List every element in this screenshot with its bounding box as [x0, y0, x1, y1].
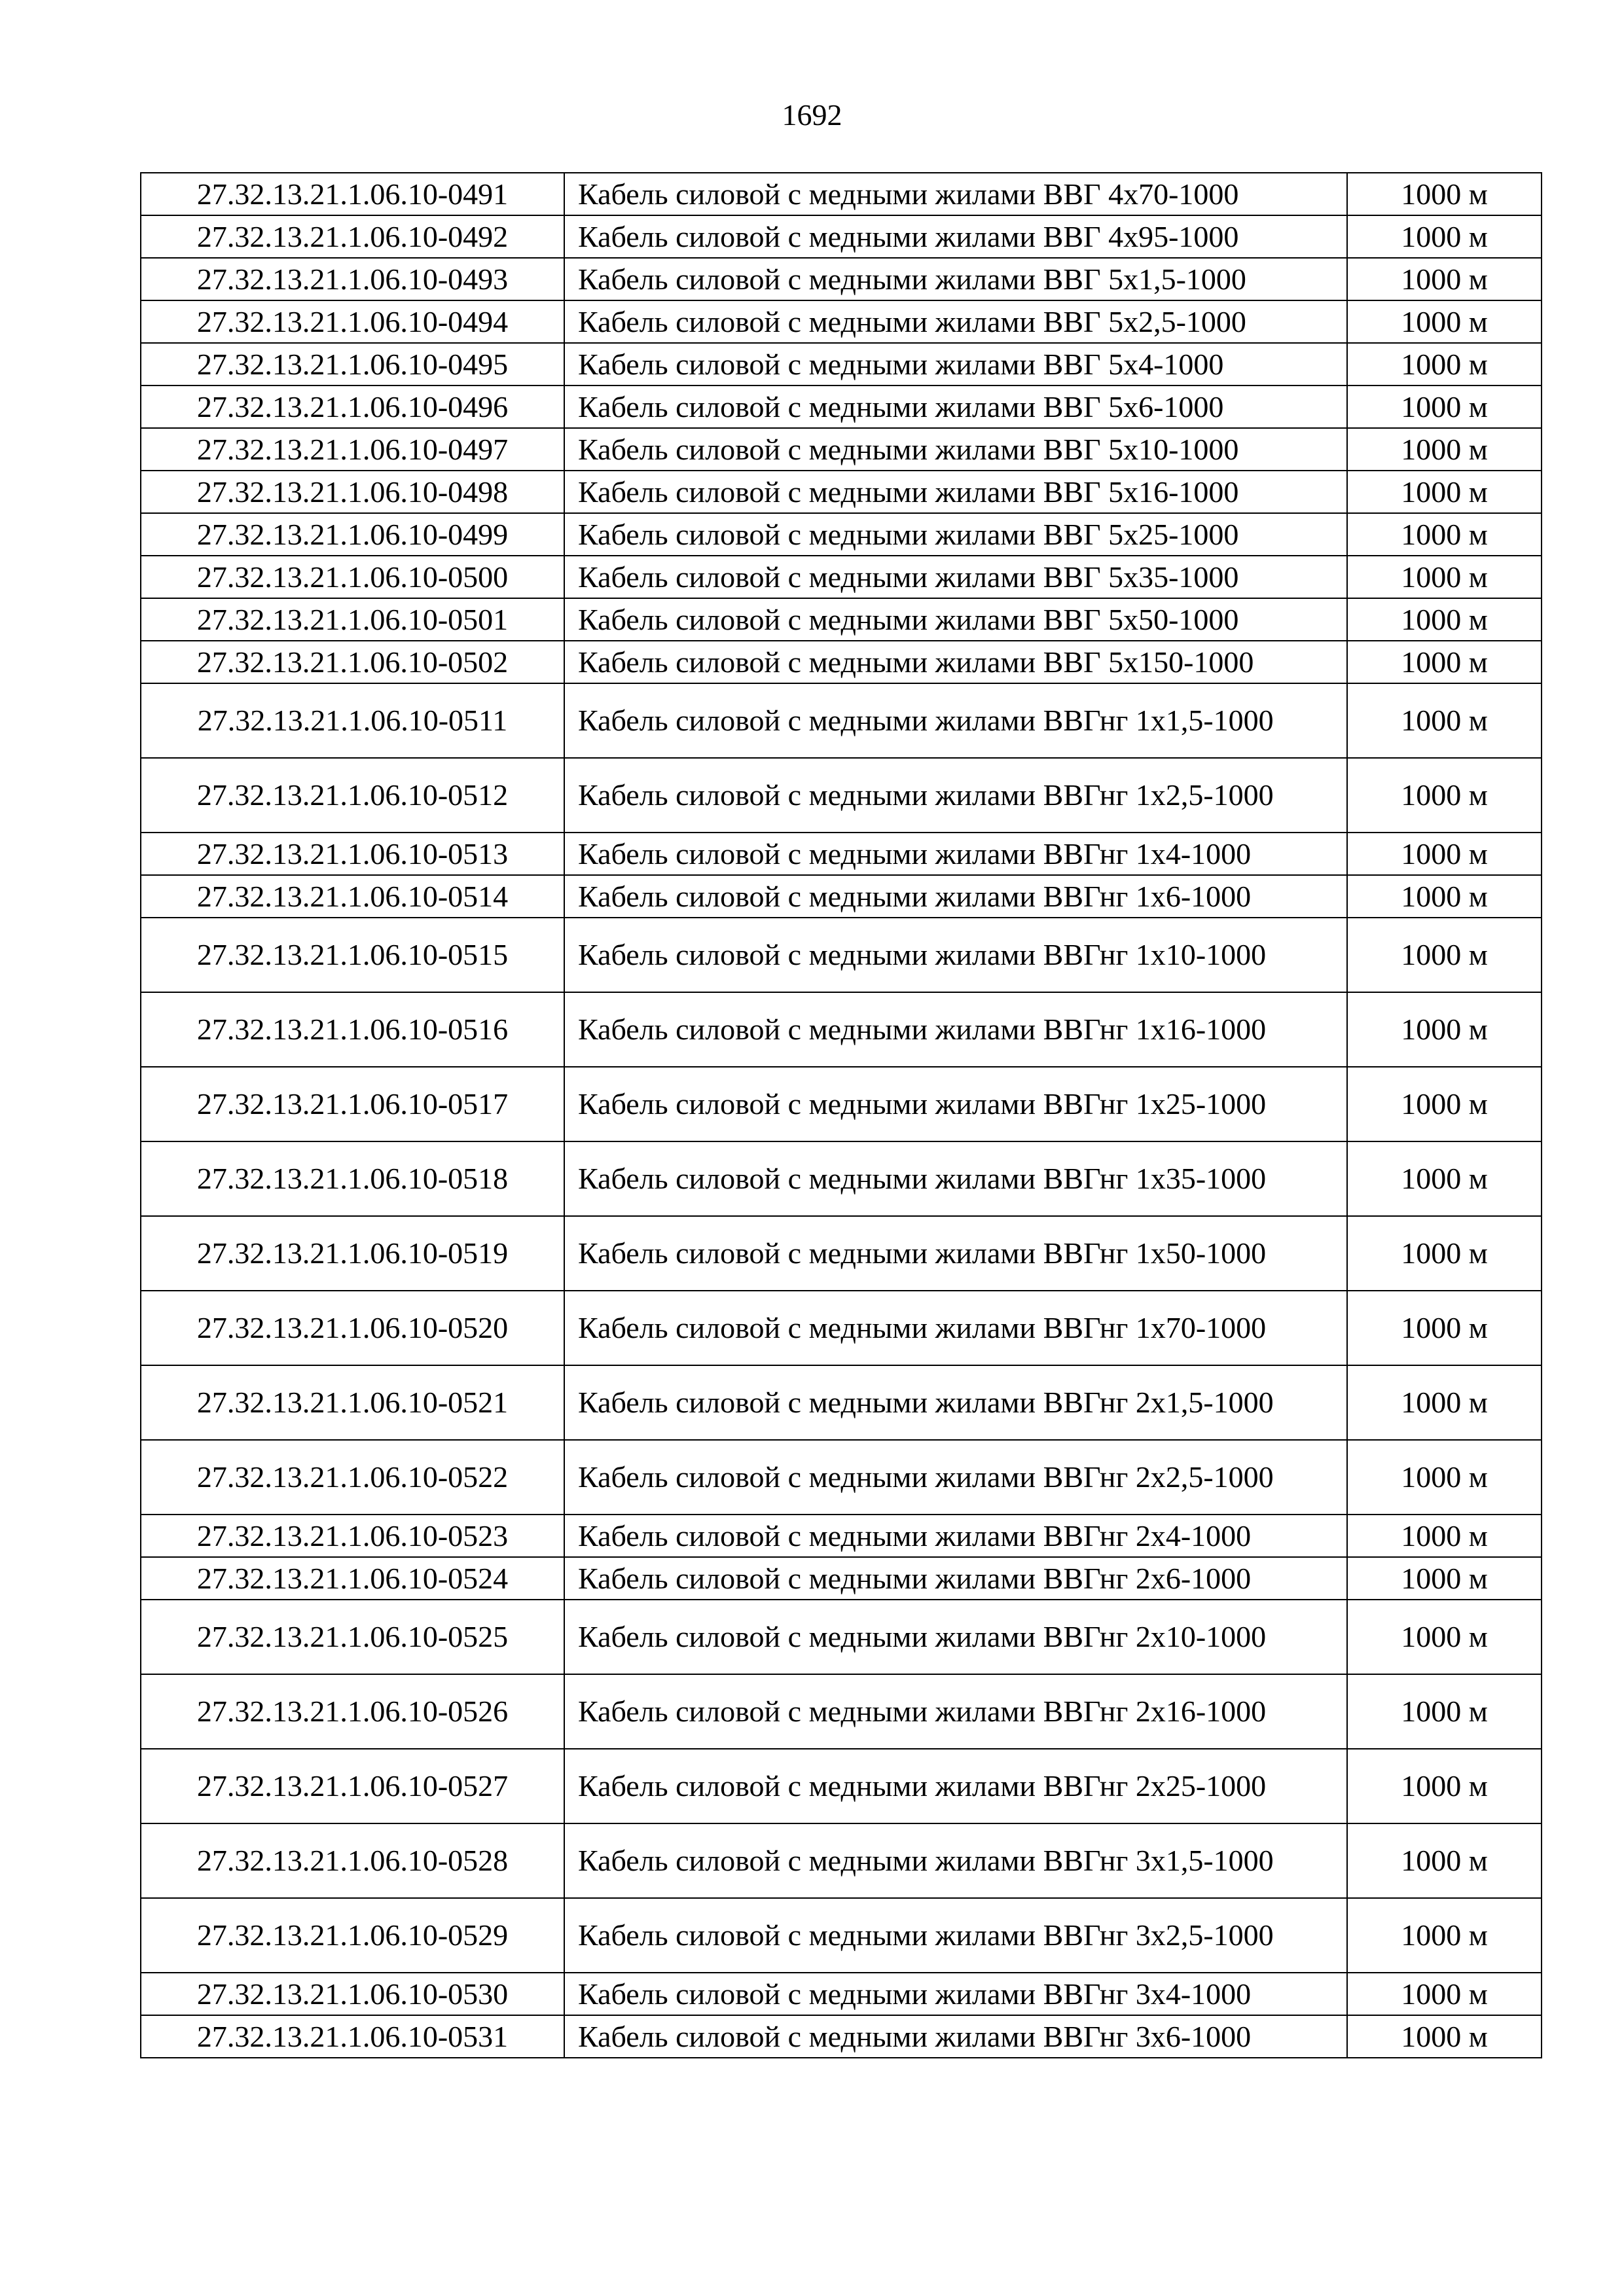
row-name: Кабель силовой с медными жилами ВВГнг 2х2,5-1000: [564, 1440, 1347, 1515]
table-row: [141, 1291, 1542, 1365]
table-row: [141, 471, 1542, 513]
table-row: [141, 1823, 1542, 1898]
row-code: 27.32.13.21.1.06.10-0497: [141, 428, 564, 471]
row-code: 27.32.13.21.1.06.10-0529: [141, 1898, 564, 1973]
table-row: [141, 683, 1542, 758]
row-code: 27.32.13.21.1.06.10-0495: [141, 343, 564, 386]
row-name: Кабель силовой с медными жилами ВВГ 4х70-1000: [564, 173, 1347, 215]
row-unit: 1000 м: [1347, 343, 1542, 386]
table-row: [141, 833, 1542, 875]
row-code: 27.32.13.21.1.06.10-0526: [141, 1674, 564, 1749]
row-code: 27.32.13.21.1.06.10-0513: [141, 833, 564, 875]
row-code: 27.32.13.21.1.06.10-0512: [141, 758, 564, 833]
row-unit: 1000 м: [1347, 758, 1542, 833]
table-row: [141, 300, 1542, 343]
row-name: Кабель силовой с медными жилами ВВГнг 3х4-1000: [564, 1973, 1347, 2015]
row-name: Кабель силовой с медными жилами ВВГ 5х2,5-1000: [564, 300, 1347, 343]
table-row: [141, 1557, 1542, 1600]
row-code: 27.32.13.21.1.06.10-0502: [141, 641, 564, 683]
table-row: [141, 1440, 1542, 1515]
row-code: 27.32.13.21.1.06.10-0528: [141, 1823, 564, 1898]
row-unit: 1000 м: [1347, 683, 1542, 758]
row-name: Кабель силовой с медными жилами ВВГ 5х16-1000: [564, 471, 1347, 513]
row-name: Кабель силовой с медными жилами ВВГнг 1х25-1000: [564, 1067, 1347, 1141]
row-code: 27.32.13.21.1.06.10-0492: [141, 215, 564, 258]
row-name: Кабель силовой с медными жилами ВВГ 5х35-1000: [564, 556, 1347, 598]
row-unit: 1000 м: [1347, 2015, 1542, 2058]
row-name: Кабель силовой с медными жилами ВВГнг 1х2,5-1000: [564, 758, 1347, 833]
row-code: 27.32.13.21.1.06.10-0500: [141, 556, 564, 598]
table-row: [141, 428, 1542, 471]
row-unit: 1000 м: [1347, 173, 1542, 215]
row-unit: 1000 м: [1347, 215, 1542, 258]
table-row: [141, 1141, 1542, 1216]
row-code: 27.32.13.21.1.06.10-0531: [141, 2015, 564, 2058]
row-unit: 1000 м: [1347, 1600, 1542, 1674]
resource-table: [140, 172, 1542, 2058]
row-name: Кабель силовой с медными жилами ВВГнг 1х70-1000: [564, 1291, 1347, 1365]
row-code: 27.32.13.21.1.06.10-0520: [141, 1291, 564, 1365]
row-name: Кабель силовой с медными жилами ВВГ 5х6-1000: [564, 386, 1347, 428]
row-unit: 1000 м: [1347, 833, 1542, 875]
row-name: Кабель силовой с медными жилами ВВГнг 3х6-1000: [564, 2015, 1347, 2058]
table-row: [141, 1600, 1542, 1674]
row-name: Кабель силовой с медными жилами ВВГ 4х95-1000: [564, 215, 1347, 258]
row-unit: 1000 м: [1347, 1973, 1542, 2015]
row-code: 27.32.13.21.1.06.10-0523: [141, 1515, 564, 1557]
row-name: Кабель силовой с медными жилами ВВГнг 2х10-1000: [564, 1600, 1347, 1674]
row-name: Кабель силовой с медными жилами ВВГнг 1х10-1000: [564, 918, 1347, 992]
row-unit: 1000 м: [1347, 1291, 1542, 1365]
table-row: [141, 641, 1542, 683]
row-code: 27.32.13.21.1.06.10-0514: [141, 875, 564, 918]
row-name: Кабель силовой с медными жилами ВВГнг 1х50-1000: [564, 1216, 1347, 1291]
row-unit: 1000 м: [1347, 258, 1542, 300]
table-row: [141, 1515, 1542, 1557]
row-name: Кабель силовой с медными жилами ВВГ 5х25-1000: [564, 513, 1347, 556]
row-unit: 1000 м: [1347, 641, 1542, 683]
row-name: Кабель силовой с медными жилами ВВГ 5х10-1000: [564, 428, 1347, 471]
table-row: [141, 1216, 1542, 1291]
table-row: [141, 1674, 1542, 1749]
table-row: [141, 1749, 1542, 1823]
row-code: 27.32.13.21.1.06.10-0511: [141, 683, 564, 758]
row-code: 27.32.13.21.1.06.10-0518: [141, 1141, 564, 1216]
row-code: 27.32.13.21.1.06.10-0491: [141, 173, 564, 215]
row-code: 27.32.13.21.1.06.10-0521: [141, 1365, 564, 1440]
table-row: [141, 918, 1542, 992]
table-row: [141, 2015, 1542, 2058]
row-code: 27.32.13.21.1.06.10-0501: [141, 598, 564, 641]
row-unit: 1000 м: [1347, 918, 1542, 992]
row-unit: 1000 м: [1347, 1365, 1542, 1440]
table-row: [141, 875, 1542, 918]
row-unit: 1000 м: [1347, 1515, 1542, 1557]
row-code: 27.32.13.21.1.06.10-0527: [141, 1749, 564, 1823]
row-unit: 1000 м: [1347, 1674, 1542, 1749]
row-name: Кабель силовой с медными жилами ВВГнг 2х16-1000: [564, 1674, 1347, 1749]
row-name: Кабель силовой с медными жилами ВВГ 5х1,5-1000: [564, 258, 1347, 300]
row-name: Кабель силовой с медными жилами ВВГнг 2х6-1000: [564, 1557, 1347, 1600]
table-row: [141, 1898, 1542, 1973]
row-name: Кабель силовой с медными жилами ВВГнг 1х1,5-1000: [564, 683, 1347, 758]
table-row: [141, 1067, 1542, 1141]
table-row: [141, 173, 1542, 215]
row-code: 27.32.13.21.1.06.10-0516: [141, 992, 564, 1067]
row-unit: 1000 м: [1347, 513, 1542, 556]
row-name: Кабель силовой с медными жилами ВВГнг 1х16-1000: [564, 992, 1347, 1067]
resource-table-body: [141, 173, 1542, 2058]
row-unit: 1000 м: [1347, 300, 1542, 343]
row-code: 27.32.13.21.1.06.10-0530: [141, 1973, 564, 2015]
table-row: [141, 758, 1542, 833]
row-unit: 1000 м: [1347, 1823, 1542, 1898]
row-unit: 1000 м: [1347, 1557, 1542, 1600]
row-name: Кабель силовой с медными жилами ВВГнг 3х2,5-1000: [564, 1898, 1347, 1973]
table-row: [141, 1973, 1542, 2015]
table-row: [141, 992, 1542, 1067]
row-code: 27.32.13.21.1.06.10-0499: [141, 513, 564, 556]
table-row: [141, 598, 1542, 641]
row-code: 27.32.13.21.1.06.10-0522: [141, 1440, 564, 1515]
row-name: Кабель силовой с медными жилами ВВГнг 1х4-1000: [564, 833, 1347, 875]
table-row: [141, 343, 1542, 386]
row-unit: 1000 м: [1347, 1067, 1542, 1141]
row-name: Кабель силовой с медными жилами ВВГ 5х50-1000: [564, 598, 1347, 641]
row-unit: 1000 м: [1347, 1216, 1542, 1291]
row-unit: 1000 м: [1347, 1749, 1542, 1823]
row-code: 27.32.13.21.1.06.10-0496: [141, 386, 564, 428]
table-row: [141, 386, 1542, 428]
row-unit: 1000 м: [1347, 992, 1542, 1067]
table-row: [141, 556, 1542, 598]
row-unit: 1000 м: [1347, 1141, 1542, 1216]
row-name: Кабель силовой с медными жилами ВВГнг 3х1,5-1000: [564, 1823, 1347, 1898]
row-name: Кабель силовой с медными жилами ВВГнг 1х35-1000: [564, 1141, 1347, 1216]
table-row: [141, 258, 1542, 300]
row-name: Кабель силовой с медными жилами ВВГ 5х150-1000: [564, 641, 1347, 683]
row-name: Кабель силовой с медными жилами ВВГнг 1х6-1000: [564, 875, 1347, 918]
row-unit: 1000 м: [1347, 1440, 1542, 1515]
row-unit: 1000 м: [1347, 598, 1542, 641]
row-name: Кабель силовой с медными жилами ВВГ 5х4-1000: [564, 343, 1347, 386]
row-name: Кабель силовой с медными жилами ВВГнг 2х25-1000: [564, 1749, 1347, 1823]
row-code: 27.32.13.21.1.06.10-0519: [141, 1216, 564, 1291]
row-unit: 1000 м: [1347, 1898, 1542, 1973]
row-code: 27.32.13.21.1.06.10-0525: [141, 1600, 564, 1674]
row-code: 27.32.13.21.1.06.10-0494: [141, 300, 564, 343]
row-unit: 1000 м: [1347, 471, 1542, 513]
row-name: Кабель силовой с медными жилами ВВГнг 2х1,5-1000: [564, 1365, 1347, 1440]
table-row: [141, 215, 1542, 258]
row-code: 27.32.13.21.1.06.10-0493: [141, 258, 564, 300]
row-code: 27.32.13.21.1.06.10-0515: [141, 918, 564, 992]
row-unit: 1000 м: [1347, 556, 1542, 598]
table-row: [141, 1365, 1542, 1440]
row-unit: 1000 м: [1347, 428, 1542, 471]
row-name: Кабель силовой с медными жилами ВВГнг 2х4-1000: [564, 1515, 1347, 1557]
row-unit: 1000 м: [1347, 875, 1542, 918]
table-row: [141, 513, 1542, 556]
row-unit: 1000 м: [1347, 386, 1542, 428]
row-code: 27.32.13.21.1.06.10-0498: [141, 471, 564, 513]
row-code: 27.32.13.21.1.06.10-0524: [141, 1557, 564, 1600]
row-code: 27.32.13.21.1.06.10-0517: [141, 1067, 564, 1141]
page-number: 1692: [782, 98, 842, 132]
